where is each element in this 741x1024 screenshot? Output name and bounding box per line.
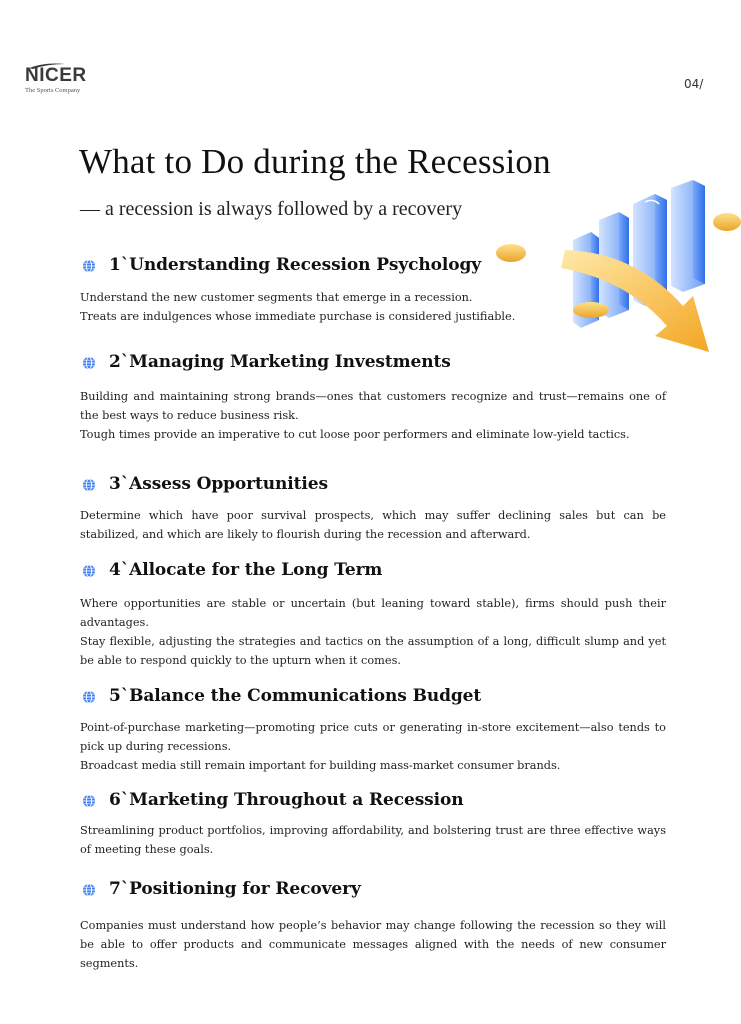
section-title: 2`Managing Marketing Investments [109, 352, 451, 372]
section-heading [82, 787, 666, 813]
section-paragraph: Streamlining product portfolios, improving affordability, and bolstering trust are three effective ways of meeting these goals. [80, 824, 666, 856]
section-title: 3`Assess Opportunities [109, 474, 328, 494]
page-number: 04/ [684, 77, 704, 91]
section-heading [82, 471, 666, 497]
section-6 [80, 787, 666, 859]
section-title: 5`Balance the Communications Budget [109, 686, 482, 706]
section-paragraph: Stay flexible, adjusting the strategies and tactics on the assumption of a long, difficult slump and yet be able to respond quickly to the upturn when it comes. [80, 635, 666, 667]
globe-icon [82, 355, 96, 369]
section-title: 4`Allocate for the Long Term [109, 560, 383, 580]
section-paragraph: Companies must understand how people’s behavior may change following the recession so they will be able to offer products and communicate messages aligned with the needs of new consumer segments. [80, 919, 666, 970]
section-4 [80, 557, 666, 670]
globe-icon [82, 793, 96, 807]
section-paragraph: Tough times provide an imperative to cut loose poor performers and eliminate low-yield tactics. [80, 428, 630, 441]
globe-icon [82, 689, 96, 703]
brand-logo [25, 66, 95, 94]
section-2 [80, 349, 666, 444]
section-heading [82, 876, 666, 902]
brand-name: NICER [25, 65, 87, 86]
globe-icon [82, 563, 96, 577]
section-heading [82, 349, 666, 375]
bar-shape [671, 180, 705, 292]
section-paragraph: Understand the new customer segments that emerge in a recession. [80, 291, 473, 304]
globe-icon [82, 882, 96, 896]
section-paragraph: Point-of-purchase marketing—promoting price cuts or generating in-store excitement—also tends to pick up during recessions. [80, 721, 666, 753]
section-paragraph: Building and maintaining strong brands—ones that customers recognize and trust—remains one of the best ways to reduce business risk. [80, 390, 666, 422]
section-title: 7`Positioning for Recovery [109, 879, 361, 899]
section-5 [80, 683, 666, 775]
section-paragraph: Determine which have poor survival prospects, which may suffer declining sales but can be stabilized, and which are likely to flourish during the recession and afterward. [80, 509, 666, 541]
brand-tagline: The Sports Company [25, 87, 81, 94]
section-1 [80, 252, 666, 326]
logo-swoosh-icon [27, 62, 67, 70]
page-title: What to Do during the Recession [79, 142, 551, 181]
page-subtitle: — a recession is always followed by a recovery [80, 198, 463, 220]
section-7 [80, 876, 666, 973]
section-3 [80, 471, 666, 544]
section-title: 6`Marketing Throughout a Recession [109, 790, 464, 810]
section-paragraph: Where opportunities are stable or uncertain (but leaning toward stable), firms should push their advantages. [80, 597, 666, 629]
globe-icon [82, 477, 96, 491]
globe-icon [82, 258, 96, 272]
section-title: 1`Understanding Recession Psychology [109, 255, 482, 275]
section-paragraph: Treats are indulgences whose immediate purchase is considered justifiable. [80, 310, 516, 323]
section-heading [82, 252, 666, 278]
section-paragraph: Broadcast media still remain important for building mass-market consumer brands. [80, 759, 561, 772]
coin-icon [713, 213, 741, 231]
section-heading [82, 683, 666, 709]
section-heading [82, 557, 666, 583]
